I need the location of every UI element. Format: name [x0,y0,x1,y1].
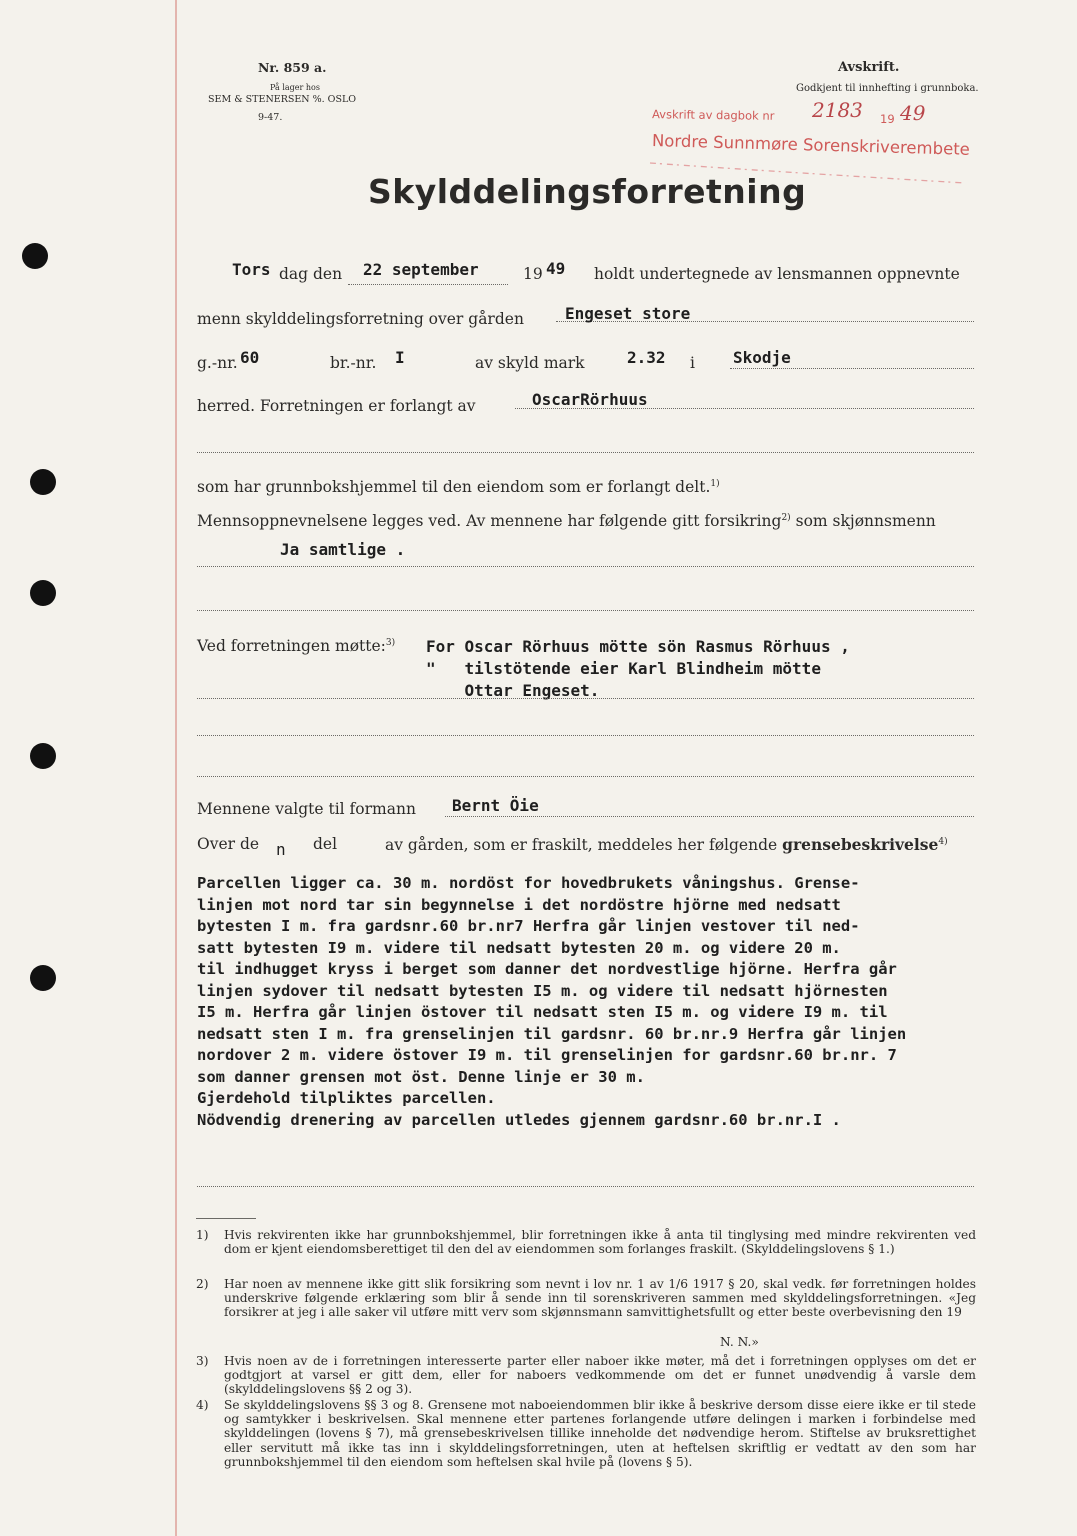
over-label: Over de [197,835,260,853]
formann-rule [445,816,974,817]
formann-label: Mennene valgte til formann [197,800,416,818]
stamp-line: Avskrift av dagbok nr [651,107,775,123]
mote-line: For Oscar Rörhuus mötte sön Rasmus Rörhuus , [426,637,850,656]
stamp-year-prefix: 19 [880,112,895,126]
skyld-value: 2.32 [627,348,666,367]
del-label: del [313,835,338,853]
bnr-label: br.-nr. [330,354,377,372]
gnr-value: 60 [240,348,260,367]
year-value: 49 [546,259,566,278]
page-title: Skylddelingsforretning [368,172,807,211]
menn-answer: Ja samtlige . [280,540,406,559]
stamp-year: 49 [900,101,926,125]
boundary-line: som danner grensen mot öst. Denne linje er 30 m. [197,1067,645,1086]
punch-hole [30,469,56,495]
skyld-label: av skyld mark [475,354,585,372]
boundary-line: til indhugget kryss i berget som danner det nordvestlige hjörne. Herfra går [197,960,897,978]
day-prefix: Tors [232,260,271,279]
boundary-line: Nödvendig drenering av parcellen utledes gjennem gardsnr.60 br.nr.I . [197,1110,841,1129]
menn-rule-2 [197,610,974,611]
publisher-line: SEM & STENERSEN %. OSLO [208,94,357,105]
godkjent-label: Godkjent til innhefting i grunnboka. [796,83,979,94]
grense-text: av gården, som er fraskilt, meddeles her følgende grensebeskrivelse$^{4)}$ [385,835,948,854]
boundary-line: Gjerdehold tilpliktes parcellen. [197,1089,496,1107]
i-label: i [690,354,695,372]
gnr-label: g.-nr. [197,354,238,372]
year-prefix: 19 [523,265,543,283]
farm-name: Engeset store [565,304,691,323]
mote-rule-2 [197,735,974,736]
footnote: 4) Se skylddelingslovens §§ 3 og 8. Grensene mot naboeiendommen blir ikke å beskrive dersom disse eiere ikke er til stede og samtykker i beskrivelsen. Skal mennene etter partenes forlangende utføre delingen i marken i forbindelse med skylddelingen (lovens § 7), må grensebeskrivelsen tillike inneholde det nødvendige herom. Stiftelse av bruksrettighet eller servitutt må ikke tas inn i skylddelingsforretningen, uten at heftelsen skriftlig er vedtatt av den som har grunnbokshjemmel til den eiendom som heftelsen skal hvile på (lovens § 5). [196,1398,976,1469]
boundary-line: linjen sydover til nedsatt bytesten I5 m. og videre til nedsatt hjörnesten [197,981,888,1000]
mote-label: Ved forretningen møtte:$^{3)}$ [197,637,396,655]
mote-line: " tilstötende eier Karl Blindheim mötte [426,659,821,678]
boundary-line: satt bytesten I9 m. videre til nedsatt bytesten 20 m. og videre 20 m. [197,938,841,957]
footnote: 2) Har noen av mennene ikke gitt slik forsikring som nevnt i lov nr. 1 av 1/6 1917 § 20, skal vedk. før forretningen holdes underskrive følgende erklæring som blir å sende inn til sorenskriveren sammen med skylddelingsforretningen. «Jeg forsikrer at jeg i alle saker vil utføre mitt verv som skjønnsmann samvittighetsfullt og etter beste overbevisning den 19 [196,1277,976,1320]
margin-line [175,0,177,1536]
footnote-separator [196,1218,256,1219]
mote-rule [197,698,974,699]
date-rule [348,284,508,285]
mote-rule-3 [197,776,974,777]
date-value: 22 september [363,260,479,279]
mote-line: Ottar Engeset. [426,681,600,700]
avskrift-label: Avskrift. [838,60,900,75]
day-label: dag den [279,265,343,283]
municipality-rule [730,368,974,369]
boundary-line: Parcellen ligger ca. 30 m. nordöst for hovedbrukets våningshus. Grense- [197,874,860,892]
publisher-line: 9-47. [258,112,283,123]
footnote-signature: N. N.» [720,1335,759,1349]
punch-hole [30,965,56,991]
menn-rule [197,566,974,567]
bnr-value: I [395,348,405,367]
footnote: 1) Hvis rekvirenten ikke har grunnbokshjemmel, blir forretningen ikke å anta til tinglysing med mindre rekvirenten ved dom er kjent eiendomsberettiget til den del av eiendommen som forlanges fraskilt. (Skylddelingslovens § 1.) [196,1228,976,1257]
boundary-line: nedsatt sten I m. fra grenselinjen til gardsnr. 60 br.nr.9 Herfra går linjen [197,1024,907,1043]
grunnbok-text: som har grunnbokshjemmel til den eiendom som er forlangt delt.$^{1)}$ [197,478,720,496]
punch-hole [22,243,48,269]
boundary-line: nordover 2 m. videre östover I9 m. til grenselinjen for gardsnr.60 br.nr. 7 [197,1046,897,1064]
requester: OscarRörhuus [532,390,648,409]
closing-rule [197,1186,974,1187]
stamp-office: Nordre Sunnmøre Sorenskriverembete [651,131,971,159]
boundary-line: bytesten I m. fra gardsnr.60 br.nr7 Herfra går linjen vestover til ned- [197,917,860,935]
menn-text: Mennsoppnevnelsene legges ved. Av mennene har følgende gitt forsikring$^{2)}$ som skjønnsmenn [197,512,936,530]
over-n: n [276,840,286,859]
boundary-line: linjen mot nord tar sin begynnelse i det nordöstre hjörne med nedsatt [197,895,841,914]
boundary-line: I5 m. Herfra går linjen östover til nedsatt sten I5 m. og videre I9 m. til [197,1003,888,1021]
formann-name: Bernt Öie [452,796,539,815]
form-number: Nr. 859 a. [258,60,327,75]
municipality: Skodje [733,348,791,367]
punch-hole [30,580,56,606]
farm-label: menn skylddelingsforretning over gården [197,310,524,328]
blank-rule [197,452,974,453]
held-text: holdt undertegnede av lensmannen oppnevnte [594,265,960,283]
dagbok-number: 2183 [812,98,863,122]
footnote: 3) Hvis noen av de i forretningen interesserte parter eller naboer ikke møter, må det i forretningen opplyses om det er godtgjort at varsel er gitt dem, eller for naboers vedkommende om det er funnet unødvendig å varsle dem (skylddelingslovens §§ 2 og 3). [196,1354,976,1397]
herred-label: herred. Forretningen er forlangt av [197,397,476,415]
punch-hole [30,743,56,769]
publisher-line: På lager hos [270,83,320,92]
